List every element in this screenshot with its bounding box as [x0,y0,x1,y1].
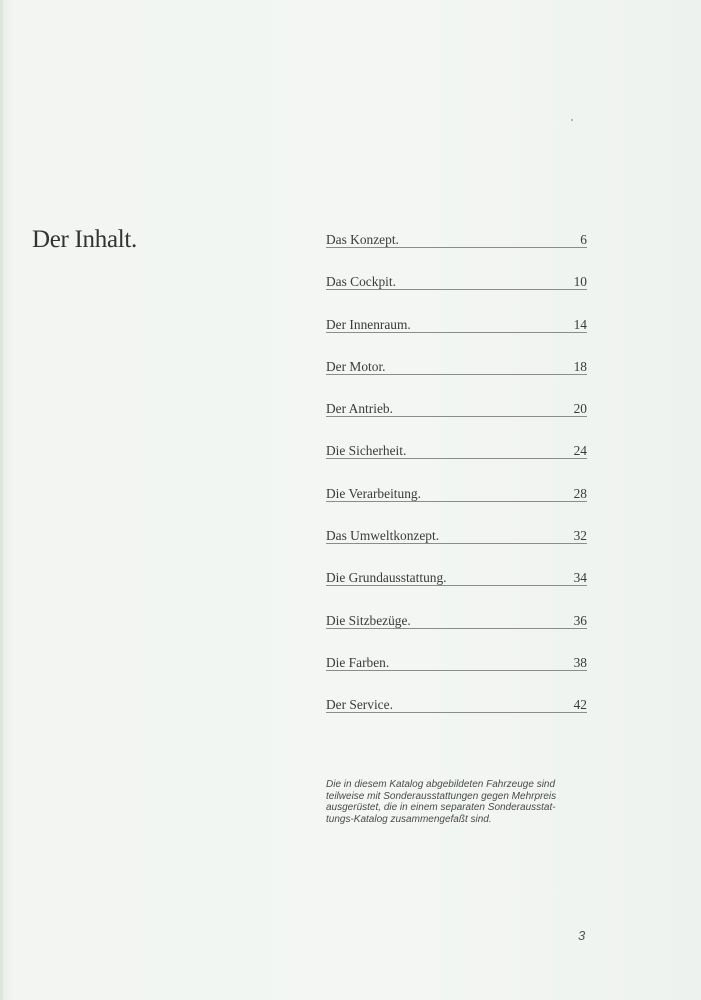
toc-entry-farben [326,653,587,695]
page-title: Der Inhalt. [32,226,137,253]
toc-entry-page: 20 [573,401,587,417]
toc-entry-sitzbezuege [326,611,587,653]
toc-entry-page: 38 [573,654,587,670]
disclaimer-note [326,779,596,825]
toc-entry-title: Das Umweltkonzept. [326,528,440,544]
toc-entry-page: 32 [573,528,587,544]
toc-entry-umweltkonzept [326,526,587,568]
toc-entry-title: Der Antrieb. [326,401,393,417]
binding-edge [0,0,3,1000]
toc-entry-sicherheit [326,441,587,483]
paper-speck [571,119,573,121]
toc-entry-title: Das Cockpit. [326,274,396,290]
toc-entry-page: 28 [573,485,587,501]
toc-entry-title: Der Motor. [326,358,386,374]
toc-entry-title: Die Sitzbezüge. [326,612,411,628]
toc-entry-title: Der Innenraum. [326,316,411,332]
toc-entry-grundausstattung [326,568,587,610]
toc-entry-service [326,695,587,737]
toc-entry-page: 36 [573,612,587,628]
toc-entry-cockpit [326,272,587,314]
toc-entry-page: 42 [573,697,587,713]
toc-entry-motor [326,357,587,399]
toc-entry-page: 34 [573,570,587,586]
toc-entry-page: 14 [573,316,587,332]
toc-entry-title: Die Farben. [326,654,390,670]
table-of-contents [326,230,587,738]
toc-entry-antrieb [326,399,587,441]
toc-entry-title: Der Service. [326,697,393,713]
toc-entry-verarbeitung [326,484,587,526]
disclaimer-line: tungs-Katalog zusammengefaßt sind. [326,813,492,825]
toc-entry-innenraum [326,315,587,357]
toc-entry-page: 24 [573,443,587,459]
toc-entry-title: Die Verarbeitung. [326,485,421,501]
toc-entry-title: Die Grundausstattung. [326,570,447,586]
disclaimer-line: ausgerüstet, die in einem separaten Sonderausstat- [326,802,556,814]
disclaimer-line: Die in diesem Katalog abgebildeten Fahrzeuge sind [326,779,556,790]
toc-entry-page: 18 [573,358,587,374]
toc-entry-title: Das Konzept. [326,232,399,247]
toc-entry-page: 6 [580,232,587,247]
toc-entry-title: Die Sicherheit. [326,443,407,459]
disclaimer-line: teilweise mit Sonderausstattungen gegen Mehrpreis [326,790,557,802]
toc-entry-konzept [326,230,587,272]
toc-entry-page: 10 [573,274,587,290]
page-number: 3 [578,928,586,943]
